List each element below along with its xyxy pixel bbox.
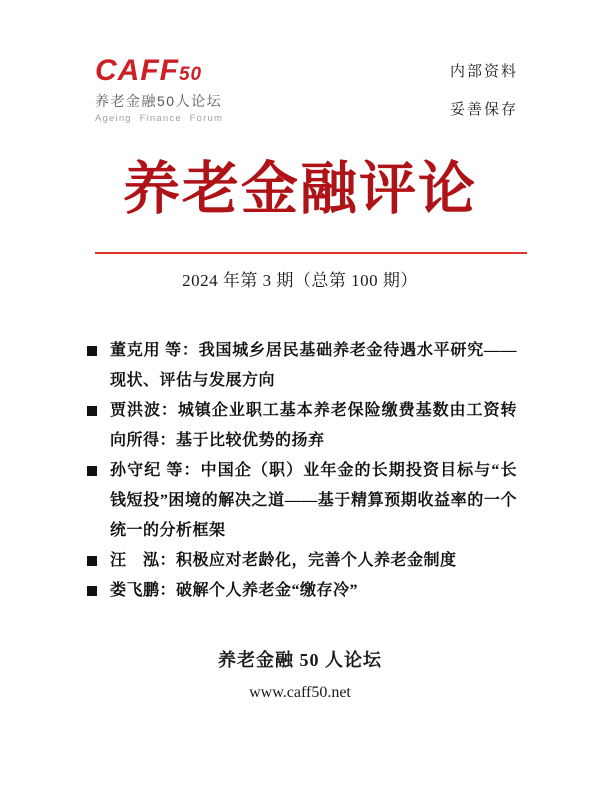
toc-item (87, 576, 517, 606)
title-divider-rule (95, 252, 527, 254)
toc-item-text: 贾洪波：城镇企业职工基本养老保险缴费基数由工资转向所得：基于比较优势的扬弃 (110, 402, 517, 449)
website-url: www.caff50.net (249, 684, 351, 701)
logo-chinese-name: 养老金融50人论坛 (95, 93, 223, 109)
toc-item (87, 546, 517, 576)
square-bullet-icon (87, 406, 97, 416)
toc-item (87, 396, 517, 456)
caff50-logo (95, 56, 223, 124)
issue-number-line: 2024 年第 3 期（总第 100 期） (182, 271, 418, 290)
organization-name: 养老金融 50 人论坛 (218, 650, 382, 670)
toc-item (87, 336, 517, 396)
classification-notices (450, 60, 518, 119)
toc-item (87, 456, 517, 546)
logo-english-name: Ageing Finance Forum (95, 113, 224, 124)
square-bullet-icon (87, 346, 97, 356)
toc-item-text: 董克用 等：我国城乡居民基础养老金待遇水平研究——现状、评估与发展方向 (110, 342, 517, 389)
toc-item-text: 娄飞鹏：破解个人养老金“缴存冷” (110, 582, 359, 599)
square-bullet-icon (87, 556, 97, 566)
logo-wordmark (95, 56, 223, 86)
notice-internal-material: 内部资料 (450, 64, 519, 80)
toc-item-text: 汪 泓：积极应对老龄化，完善个人养老金制度 (110, 552, 457, 569)
logo-brand-number: 50 (178, 64, 203, 85)
notice-keep-properly: 妥善保存 (450, 102, 519, 118)
square-bullet-icon (87, 586, 97, 596)
publication-title: 养老金融评论 (123, 158, 477, 221)
logo-brand-text: CAFF (95, 54, 179, 87)
table-of-contents (87, 336, 517, 606)
toc-item-text: 孙守纪 等：中国企（职）业年金的长期投资目标与“长钱短投”困境的解决之道——基于精算预期收益率的一个统一的分析框架 (110, 462, 517, 539)
square-bullet-icon (87, 466, 97, 476)
